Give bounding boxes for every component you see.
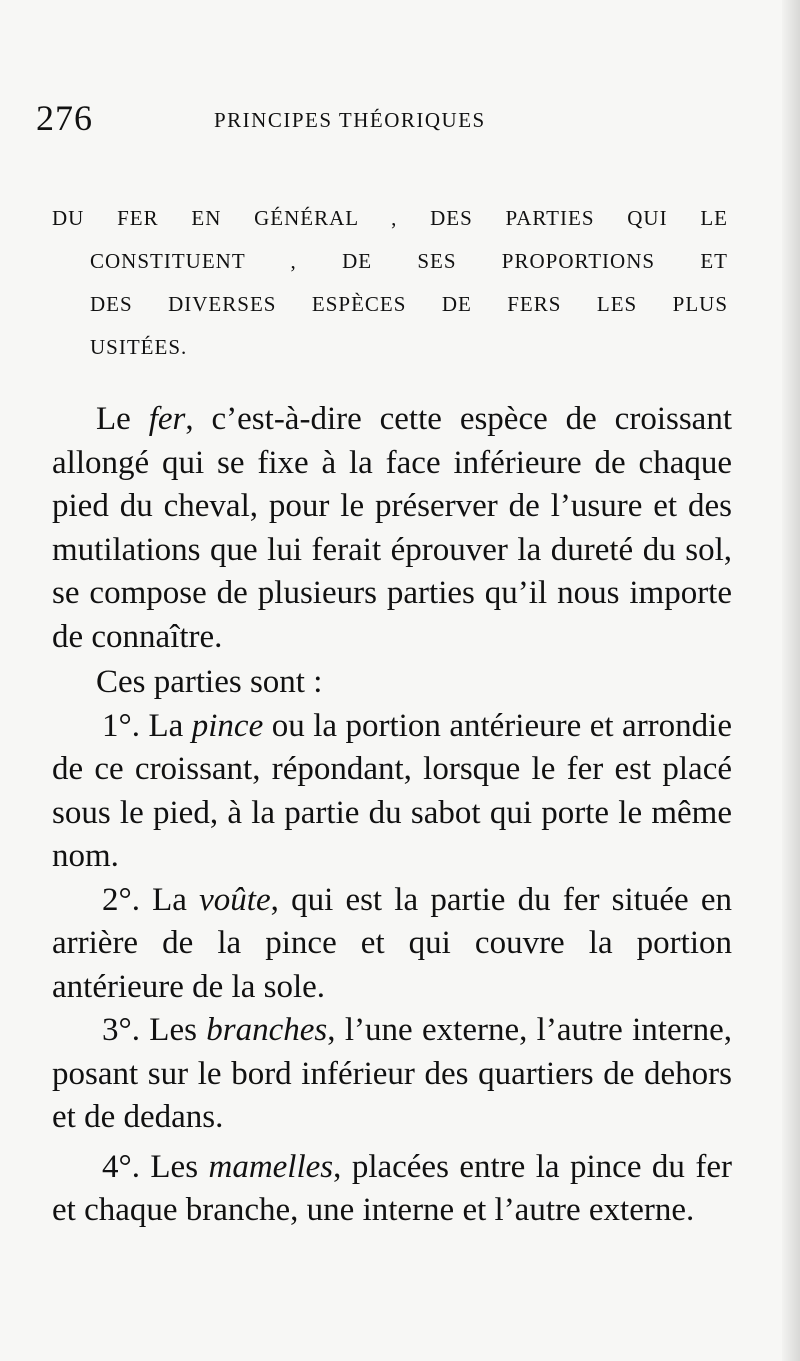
- paragraph-item-pince: [52, 705, 732, 879]
- paragraph-text: , l’une externe, l’autre interne, posant sur le bord inférieur des quartiers de dehors et de dedans.: [52, 1012, 733, 1135]
- running-title: PRINCIPES THÉORIQUES: [214, 108, 486, 132]
- paragraph-italic-term: voûte: [199, 881, 271, 918]
- paragraph-item-mamelles: [52, 1146, 732, 1233]
- paragraph-item-voute: [52, 879, 732, 1010]
- paragraph-italic-term: pince: [191, 707, 264, 744]
- paragraph-text: 1°. La: [102, 707, 192, 744]
- paragraph-text: , placées entre la pince du fer et chaque branche, une interne et l’autre externe.: [52, 1148, 732, 1228]
- section-heading-line: DES DIVERSES ESPÈCES DE FERS LES PLUS: [90, 292, 728, 316]
- paragraph-text: , qui est la partie du fer située en arrière de la pince et qui couvre la portion antérieure de la sole.: [52, 881, 732, 1005]
- section-heading-line: CONSTITUENT , DE SES PROPORTIONS ET: [90, 249, 728, 273]
- paragraph-item-branches: [52, 1009, 732, 1140]
- paragraph-italic-term: mamelles: [208, 1148, 334, 1185]
- running-head: [36, 98, 736, 142]
- paragraph-text: Ces parties sont :: [96, 664, 323, 700]
- paragraph-text: 2°. La: [102, 881, 200, 918]
- paragraph-text: 3°. Les: [102, 1012, 207, 1048]
- paragraph-text: 4°. Les: [102, 1148, 209, 1185]
- page-edge-shadow: [782, 0, 800, 1361]
- page-number: 276: [36, 98, 93, 138]
- paragraph-text: ou la portion antérieure et arrondie de ce croissant, répondant, lorsque le fer est placé sous le pied, à la partie du sabot qui porte le même nom.: [52, 707, 732, 874]
- section-heading-line: DU FER EN GÉNÉRAL , DES PARTIES QUI LE: [52, 206, 728, 230]
- section-heading-line: USITÉES.: [90, 335, 188, 359]
- paragraph-italic-term: branches: [206, 1012, 328, 1048]
- body-text: [52, 398, 732, 1233]
- section-heading: [52, 197, 728, 369]
- paragraph-parts-intro: [52, 661, 732, 705]
- paragraph-text: Le: [96, 401, 149, 437]
- paragraph-italic-term: fer: [148, 401, 186, 437]
- paragraph-text: , c’est-à-dire cette espèce de croissant allongé qui se fixe à la face inférieure de chaque pied du cheval, pour le préserver de l’usure et des mutilations que lui ferait éprouver la dureté du sol, se compose de plusieurs parties qu’il nous importe de connaître.: [52, 401, 732, 655]
- paragraph-fer-definition: [52, 398, 732, 659]
